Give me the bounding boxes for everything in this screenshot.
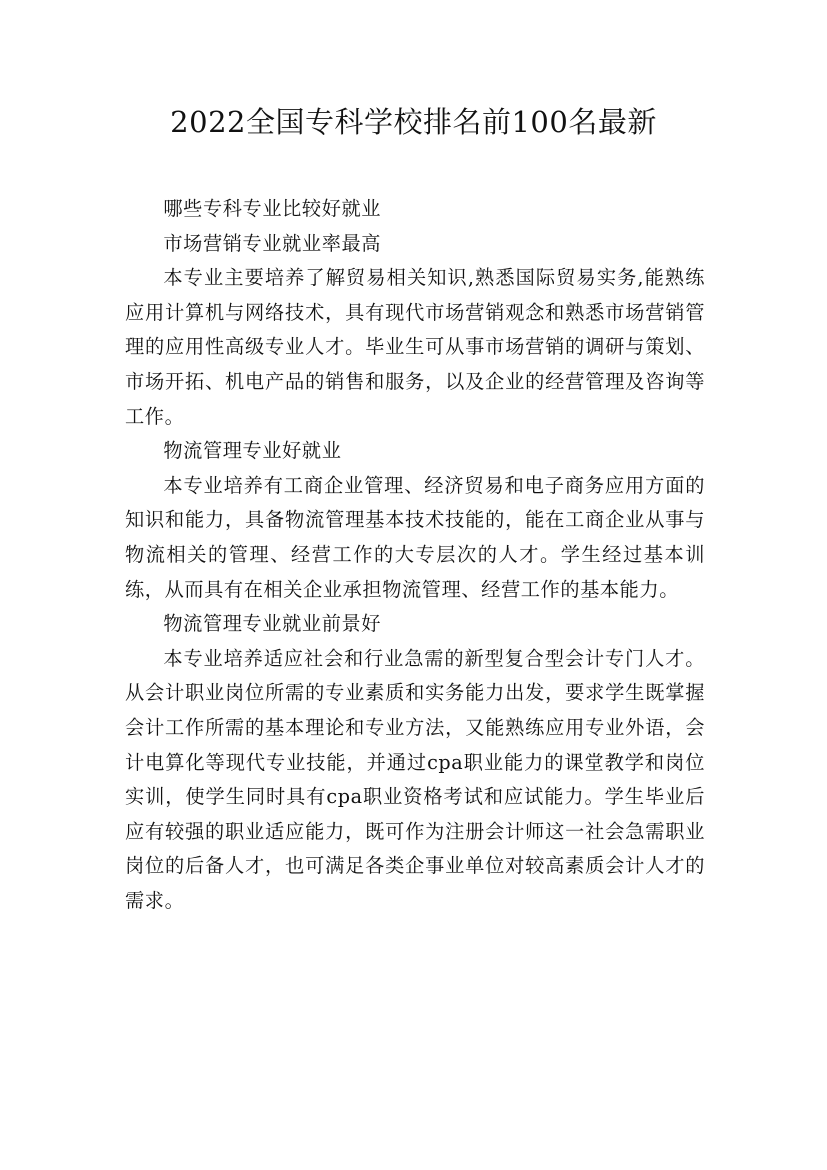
paragraph-marketing: 本专业主要培养了解贸易相关知识,熟悉国际贸易实务,能熟练应用计算机与网络技术，具有现代市场营销观念和熟悉市场营销管理的应用性高级专业人才。毕业生可从事市场营销的调研与策划、市场开拓、机电产品的销售和服务，以及企业的经营管理及咨询等工作。 xyxy=(125,266,705,428)
section-heading-logistics: 物流管理专业好就业 xyxy=(163,439,342,463)
section-heading-marketing: 市场营销专业就业率最高 xyxy=(163,231,382,255)
section-heading-logistics-prospects: 物流管理专业就业前景好 xyxy=(163,612,382,636)
document-body xyxy=(125,192,705,918)
paragraph-logistics: 本专业培养有工商企业管理、经济贸易和电子商务应用方面的知识和能力，具备物流管理基本技术技能的，能在工商企业从事与物流相关的管理、经营工作的大专层次的人才。学生经过基本训练，从而具有在相关企业承担物流管理、经营工作的基本能力。 xyxy=(125,473,705,601)
section-heading-employable-majors: 哪些专科专业比较好就业 xyxy=(163,197,382,220)
document-title: 2022全国专科学校排名前100名最新 xyxy=(170,105,657,139)
paragraph-accounting: 本专业培养适应社会和行业急需的新型复合型会计专门人才。从会计职业岗位所需的专业素质和实务能力出发，要求学生既掌握会计工作所需的基本理论和专业方法，又能熟练应用专业外语，会计电算化等现代专业技能，并通过cpa职业能力的课堂教学和岗位实训，使学生同时具有cpa职业资格考试和应试能力。学生毕业后应有较强的职业适应能力，既可作为注册会计师这一社会急需职业岗位的后备人才，也可满足各类企事业单位对较高素质会计人才的需求。 xyxy=(125,646,705,912)
